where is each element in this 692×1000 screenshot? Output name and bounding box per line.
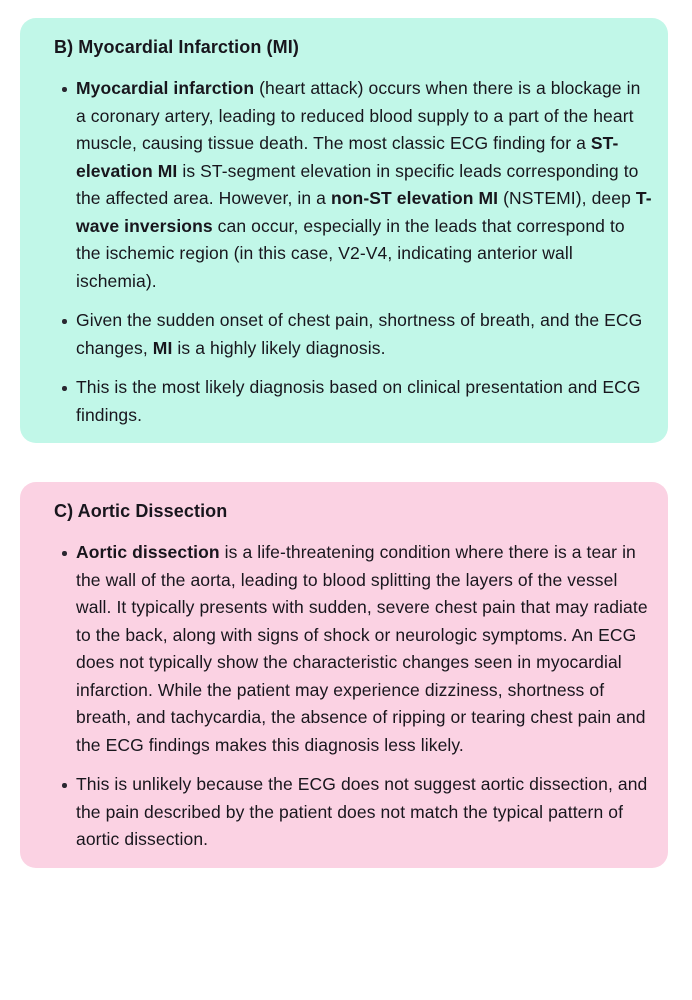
- bold-text: Myocardial infarction: [76, 78, 255, 98]
- bullet-list-myocardial-infarction: [54, 75, 654, 429]
- body-text: can occur, especially in the leads that correspond to the ischemic region (in this case, V2-V4, indicating anterior wall ischemia).: [76, 215, 625, 291]
- list-item: [54, 75, 654, 295]
- body-text: This is unlikely because the ECG does not suggest aortic dissection, and the pain described by the patient does not match the typical pattern of aortic dissection.: [76, 774, 648, 849]
- card-myocardial-infarction: [20, 18, 668, 443]
- bold-text: MI: [152, 337, 173, 358]
- body-text: This is the most likely diagnosis based on clinical presentation and ECG findings.: [76, 377, 641, 425]
- bold-text: non-ST elevation MI: [330, 188, 499, 208]
- body-text: (heart attack) occurs when there is a blockage in a coronary artery, leading to reduced blood supply to a part of the heart muscle, causing tissue death. The most classic ECG finding for a: [76, 78, 641, 153]
- body-text: is a life-threatening condition where there is a tear in the wall of the aorta, leading to blood splitting the layers of the vessel wall. It typically presents with sudden, severe chest pain that may radiate to the back, along with signs of shock or neurologic symptoms. An ECG does not typically show the characteristic changes seen in myocardial infarction. While the patient may experience dizziness, shortness of breath, and tachycardia, the absence of ripping or tearing chest pain and the ECG findings makes this diagnosis less likely.: [76, 542, 648, 755]
- bold-text: ST-elevation MI: [76, 133, 619, 181]
- bullet-list-aortic-dissection: [54, 539, 654, 854]
- list-item: [54, 374, 654, 429]
- bold-text: T-wave inversions: [76, 188, 652, 236]
- list-item: [54, 771, 654, 854]
- body-text: (NSTEMI), deep: [498, 188, 636, 208]
- card-title-myocardial-infarction: B) Myocardial Infarction (MI): [54, 37, 299, 57]
- card-title-aortic-dissection: C) Aortic Dissection: [54, 501, 228, 521]
- body-text: is ST-segment elevation in specific leads corresponding to the affected area. However, in a: [76, 160, 639, 208]
- bold-text: Aortic dissection: [76, 542, 220, 562]
- body-text: Given the sudden onset of chest pain, shortness of breath, and the ECG changes,: [76, 310, 643, 358]
- list-item: [54, 307, 654, 362]
- list-item: [54, 539, 654, 759]
- card-aortic-dissection: [20, 482, 668, 868]
- body-text: is a highly likely diagnosis.: [172, 337, 386, 358]
